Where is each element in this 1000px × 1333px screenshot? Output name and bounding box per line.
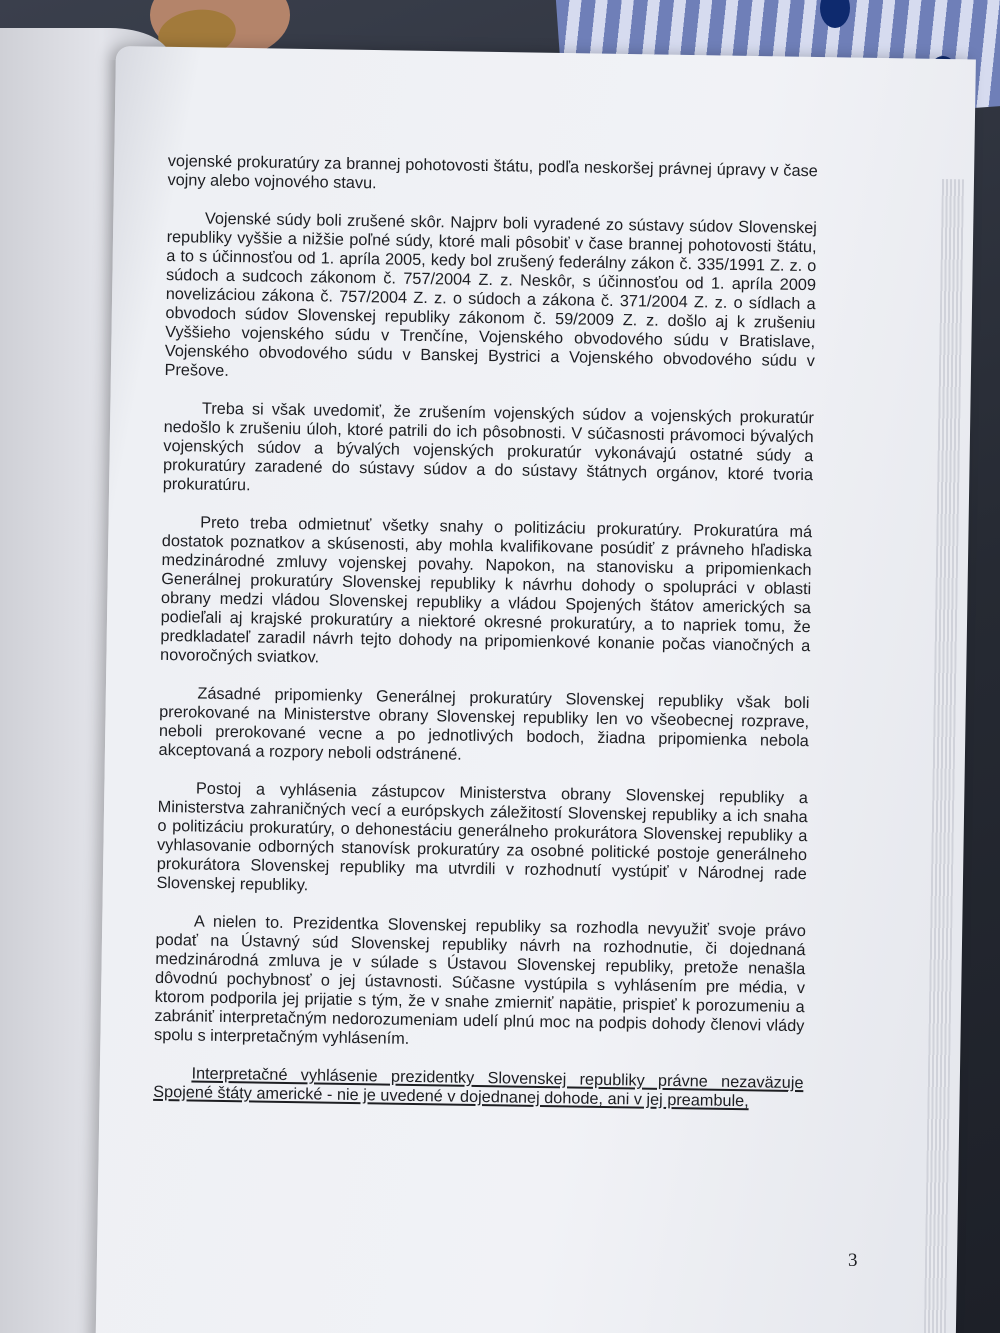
document-body: [153, 152, 818, 1112]
paragraph-6: Postoj a vyhlásenia zástupcov Ministerstva obrany Slovenskej republiky a Ministerstva zahraničných vecí a európskych záležitostí Slovenskej republiky a ich snaha o politizáciu prokuratúry, o dehonestáciu generálneho prokurátora Slovenskej republiky a vyhlasovanie odborných stanovísk prokuratúry za osobné politické postoje generálneho prokurátora Slovenskej republiky ma utvrdili v rozhodnutí vystúpiť v Národnej rade Slovenskej republiky.: [156, 779, 809, 895]
paragraph-7: A nielen to. Prezidentka Slovenskej republiky sa rozhodla nevyužiť svoje právo podať na Ústavný súd Slovenskej republiky návrh na rozhodnutie, či dojednaná medzinárodná zmluva je v súlade s Ústavou Slovenskej republiky, pretože nenašla dôvodnú pochybnosť o jej ústavnosti. Súčasne vystúpila s vyhlásením pre média, v ktorom podporila jej prijatie s tým, že v snahe zmierniť napätie, prispieť k porozumeniu a zabrániť interpretačným nedorozumeniam udelí plnú moc na podpis dohody členovi vlády spolu s interpretačným vyhlásením.: [153, 912, 806, 1048]
stacked-page-edges: [923, 179, 964, 1333]
paragraph-2: Vojenské súdy boli zrušené skôr. Najprv boli vyradené zo sústavy súdov Slovenskej republiky vyššie a nižšie poľné súdy, ktoré mali pôsobiť v čase brannej pohotovosti štátu, a to s účinnosťou od 1. apríla 2005, kedy bol zrušený federálny zákon č. 335/1991 Z. z. o súdoch a sudcoch zákonom č. 757/2004 Z. z. Neskôr, s účinnosťou od 1. apríla 2009 novelizáciou zákona č. 757/2004 Z. z. o súdoch a zákona č. 371/2004 Z. z. o sídlach a obvodoch súdov Slovenskej republiky zákonom č. 59/2009 Z. z. došlo aj k zrušeniu Vyššieho vojenského súdu v Trenčíne, Vojenského obvodového súdu v Bratislave, Vojenského obvodového súdu v Banskej Bystrici a Vojenského obvodového súdu v Prešove.: [164, 209, 818, 380]
paragraph-1: vojenské prokuratúry za brannej pohotovosti štátu, podľa neskoršej právnej úpravy v čase vojny alebo vojnového stavu.: [167, 152, 818, 193]
paragraph-8-underlined: Interpretačné vyhlásenie prezidentky Slovenskej republiky právne nezaväzuje Spojené štáty americké - nie je uvedené v dojednanej dohode, ani v jej preambule,: [153, 1064, 804, 1111]
paragraph-3: Treba si však uvedomiť, že zrušením vojenských súdov a vojenských prokuratúr nedošlo k zrušeniu úloh, ktoré patrili do ich pôsobnosti. V súčasnosti právomoci bývalých vojenských súdov a bývalých vojenských prokuratúr vykonávajú ostatné súdy a prokuratúry zaradené do sústavy súdov a do sústavy štátnych orgánov, ktoré tvoria prokuratúru.: [162, 399, 815, 495]
paragraph-5: Zásadné pripomienky Generálnej prokuratúry Slovenskej republiky však boli prerokované na Ministerstve obrany Slovenskej republiky len vo všeobecnej rozprave, neboli prerokované vecne a po jednotlivých bodoch, žiadna pripomienka nebola akceptovaná a rozpory neboli odstránené.: [158, 684, 810, 764]
paragraph-4: Preto treba odmietnuť všetky snahy o politizáciu prokuratúry. Prokuratúra má dostatok poznatkov a skúsenosti, aby mohla kvalifikovane posúdiť z právneho hľadiska medzinárodné zmluvy vojenskej povahy. Napokon, na stanovisku a pripomienkach Generálnej prokuratúry Slovenskej republiky k návrhu dohody o spolupráci v oblasti obrany medzi vládou Slovenskej republiky a vládou Spojených štátov amerických sa podieľali aj krajské prokuratúry a niektoré okresné prokuratúry, a to napriek tomu, že predkladateľ zaradil návrh tejto dohody na pripomienkové konanie počas vianočných a novoročných sviatkov.: [159, 513, 813, 667]
page-number: 3: [848, 1250, 858, 1271]
